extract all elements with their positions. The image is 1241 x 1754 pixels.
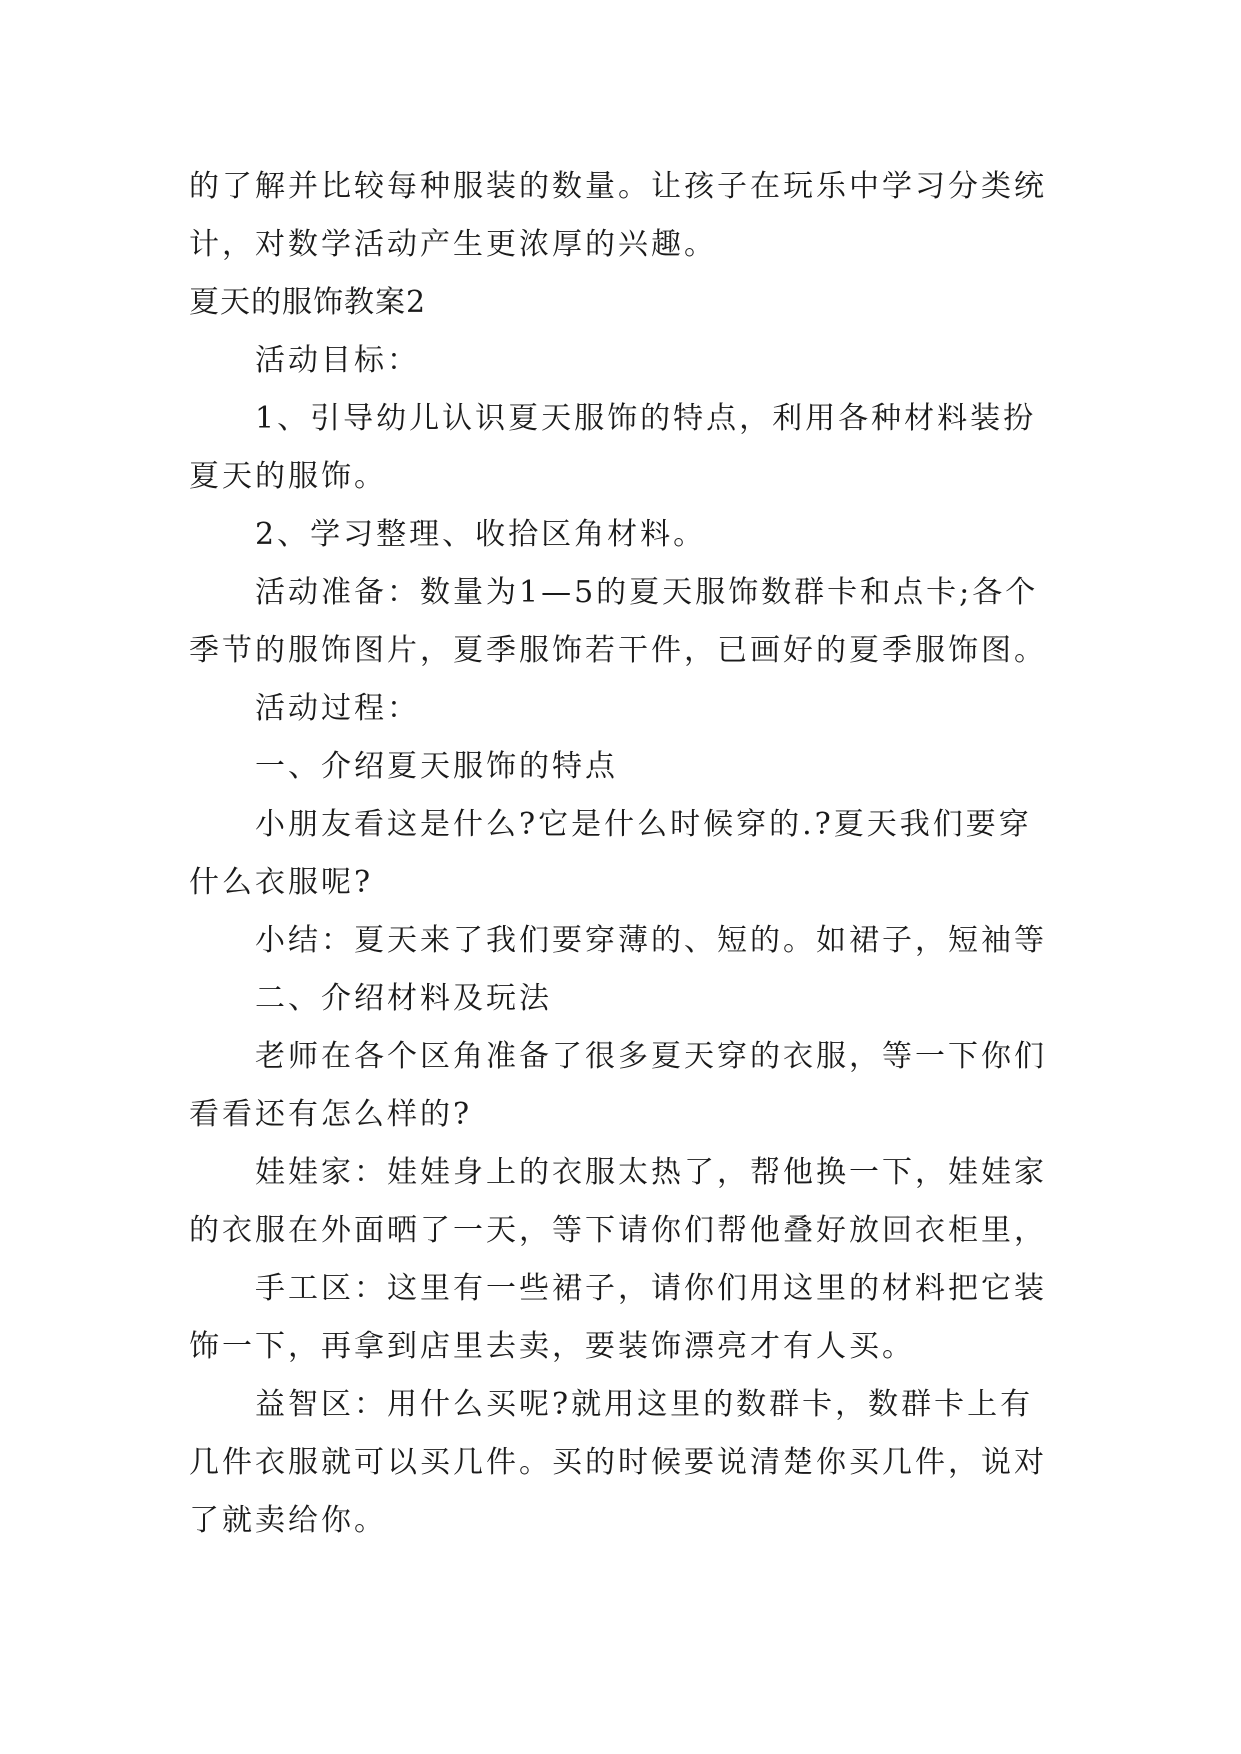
- text-line: 活动过程：: [255, 691, 420, 726]
- text-line: 了就卖给你。: [189, 1503, 387, 1538]
- text-line: 老师在各个区角准备了很多夏天穿的衣服，等一下你们: [255, 1039, 1047, 1074]
- text-line: 一、介绍夏天服饰的特点: [255, 749, 618, 784]
- text-line: 手工区：这里有一些裙子，请你们用这里的材料把它装: [255, 1271, 1047, 1306]
- text-line: 饰一下，再拿到店里去卖，要装饰漂亮才有人买。: [189, 1329, 915, 1364]
- text-line: 娃娃家：娃娃身上的衣服太热了，帮他换一下，娃娃家: [255, 1155, 1047, 1190]
- text-line: 二、介绍材料及玩法: [255, 981, 552, 1016]
- text-line: 的了解并比较每种服装的数量。让孩子在玩乐中学习分类统: [189, 169, 1047, 204]
- text-line: 几件衣服就可以买几件。买的时候要说清楚你买几件，说对: [189, 1445, 1047, 1480]
- text-line: 活动目标：: [255, 343, 420, 378]
- document-body: [189, 158, 1069, 1550]
- text-line: 2、学习整理、收拾区角材料。: [255, 517, 707, 552]
- text-line: 看看还有怎么样的?: [189, 1097, 473, 1132]
- text-line: 计，对数学活动产生更浓厚的兴趣。: [189, 227, 717, 262]
- text-line: 小结：夏天来了我们要穿薄的、短的。如裙子，短袖等: [255, 923, 1047, 958]
- text-line: 小朋友看这是什么?它是什么时候穿的.?夏天我们要穿: [255, 807, 1032, 842]
- text-line: 季节的服饰图片，夏季服饰若干件，已画好的夏季服饰图。: [189, 633, 1047, 668]
- text-line: 1、引导幼儿认识夏天服饰的特点，利用各种材料装扮: [255, 401, 1037, 436]
- section-title: 夏天的服饰教案2: [189, 285, 427, 320]
- text-line: 益智区：用什么买呢?就用这里的数群卡，数群卡上有: [255, 1387, 1034, 1422]
- text-line: 活动准备：数量为1—5的夏天服饰数群卡和点卡;各个: [255, 575, 1039, 610]
- text-line: 夏天的服饰。: [189, 459, 387, 494]
- text-line: 什么衣服呢?: [189, 865, 374, 900]
- text-line: 的衣服在外面晒了一天，等下请你们帮他叠好放回衣柜里，: [189, 1213, 1047, 1248]
